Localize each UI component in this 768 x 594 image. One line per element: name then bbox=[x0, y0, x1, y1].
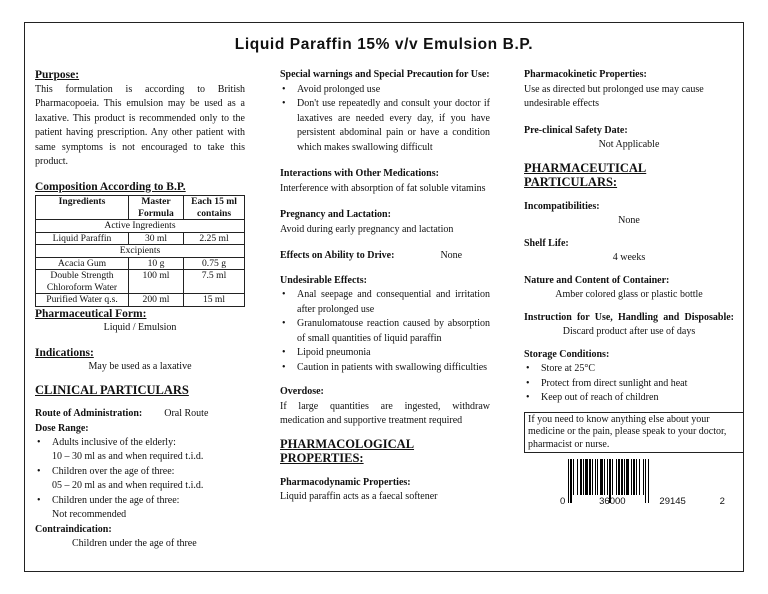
list-item: • Caution in patients with swallowing difficulties bbox=[280, 361, 490, 376]
overdose-heading: Overdose: bbox=[280, 386, 324, 397]
warnings-heading: Special warnings and Special Precaution for Use: bbox=[280, 69, 490, 80]
active-ingredients-label: Active Ingredients bbox=[36, 220, 245, 233]
barcode-digit: 36000 bbox=[599, 496, 626, 507]
dose-value: 05 – 20 ml as and when required t.i.d. bbox=[52, 480, 204, 491]
pd-text: Liquid paraffin acts as a faecal softener bbox=[280, 491, 438, 502]
list-item: • Lipoid pneumonia bbox=[280, 346, 490, 361]
header-ingredients: Ingredients bbox=[36, 196, 129, 220]
table-row bbox=[36, 270, 245, 294]
dose-list bbox=[35, 494, 245, 509]
table-row bbox=[36, 232, 245, 245]
undesirable-list bbox=[280, 288, 490, 375]
warnings-list bbox=[280, 83, 490, 156]
list-item: • Store at 25°C bbox=[524, 362, 734, 377]
list-item: • Protect from direct sunlight and heat bbox=[524, 377, 734, 392]
contra-label: Contraindication: bbox=[35, 523, 112, 535]
barcode bbox=[560, 459, 725, 507]
safety-value: Not Applicable bbox=[598, 139, 660, 150]
cell: 7.5 ml bbox=[184, 270, 245, 294]
clinical-heading: CLINICAL PARTICULARS bbox=[35, 382, 189, 397]
purpose-text: This formulation is according to British Pharmacopoeia. This emulsion may be used as a laxative. This product is recommended only to the patient having prescription. Any other patient with same symptoms is not encouraged to take this product. bbox=[35, 83, 245, 167]
route-value: Oral Route bbox=[164, 408, 209, 419]
dose-label: Dose Range: bbox=[35, 422, 89, 434]
cell: Double Strength Chloroform Water bbox=[36, 270, 129, 294]
interactions-heading: Interactions with Other Medications: bbox=[280, 168, 439, 179]
column-1 bbox=[35, 68, 245, 552]
notice-box: If you need to know anything else about your medicine or the pain, please speak to your doctor, pharmacist or nurse. bbox=[524, 412, 744, 454]
container-value: Amber colored glass or plastic bottle bbox=[555, 289, 703, 300]
container-label: Nature and Content of Container: bbox=[524, 274, 670, 286]
cell: 15 ml bbox=[184, 294, 245, 307]
pd-label: Pharmacodynamic Properties: bbox=[280, 476, 411, 488]
list-item: • Granulomatouse reaction caused by absorption of small quantities of liquid paraffin bbox=[280, 317, 490, 346]
purpose-heading: Purpose: bbox=[35, 69, 80, 81]
shelf-value: 4 weeks bbox=[612, 252, 646, 263]
indications-heading: Indications: bbox=[35, 346, 94, 359]
cell: 2.25 ml bbox=[184, 232, 245, 245]
list-item: • Adults inclusive of the elderly: bbox=[35, 436, 245, 450]
cell: Purified Water q.s. bbox=[36, 294, 129, 307]
composition-heading: Composition According to B.P. bbox=[35, 180, 186, 193]
dose-list bbox=[35, 436, 245, 450]
interactions-text: Interference with absorption of fat soluble vitamins bbox=[280, 182, 486, 194]
incompat-label: Incompatibilities: bbox=[524, 200, 600, 212]
pk-label: Pharmacokinetic Properties: bbox=[524, 69, 647, 80]
route-row bbox=[35, 407, 245, 422]
pharmacological-heading: PHARMACOLOGICAL PROPERTIES: bbox=[280, 436, 415, 465]
header-master-formula: Master Formula bbox=[129, 196, 184, 220]
pharmaceutical-heading: PHARMACEUTICAL PARTICULARS: bbox=[524, 160, 647, 189]
list-item: • Anal seepage and consequential and irritation after prolonged use bbox=[280, 288, 490, 317]
column-2 bbox=[280, 68, 490, 505]
barcode-bars bbox=[568, 459, 712, 499]
instruction-label: Instruction for Use, Handling and Disposable: bbox=[524, 311, 734, 323]
list-item: • Don't use repeatedly and consult your doctor if laxatives are needed every day, if you have persistent abdominal pain or have a condition which makes swallowing difficult bbox=[280, 97, 490, 155]
column-3 bbox=[524, 68, 734, 505]
cell: 0.75 g bbox=[184, 257, 245, 270]
barcode-digit: 2 bbox=[719, 496, 725, 507]
incompat-value: None bbox=[618, 215, 640, 226]
pregnancy-heading: Pregnancy and Lactation: bbox=[280, 209, 391, 220]
cell: 200 ml bbox=[129, 294, 184, 307]
document-title: Liquid Paraffin 15% v/v Emulsion B.P. bbox=[234, 36, 534, 53]
excipients-label: Excipients bbox=[36, 245, 245, 258]
barcode-digit: 29145 bbox=[659, 496, 686, 507]
header-each-15ml: Each 15 ml contains bbox=[184, 196, 245, 220]
dose-value: Not recommended bbox=[52, 509, 127, 520]
driving-value: None bbox=[440, 250, 463, 261]
cell: 30 ml bbox=[129, 232, 184, 245]
list-item: • Keep out of reach of children bbox=[524, 391, 734, 406]
table-row bbox=[36, 294, 245, 307]
storage-label: Storage Conditions: bbox=[524, 348, 610, 360]
table-row bbox=[36, 257, 245, 270]
dose-list bbox=[35, 465, 245, 480]
barcode-digit: 0 bbox=[560, 496, 566, 507]
cell: 100 ml bbox=[129, 270, 184, 294]
composition-table bbox=[35, 195, 245, 307]
safety-label: Pre-clinical Safety Date: bbox=[524, 124, 628, 136]
list-item: • Avoid prolonged use bbox=[280, 83, 490, 98]
driving-heading: Effects on Ability to Drive: bbox=[280, 250, 395, 261]
indications-value: May be used as a laxative bbox=[88, 361, 192, 372]
shelf-label: Shelf Life: bbox=[524, 237, 569, 249]
cell: 10 g bbox=[129, 257, 184, 270]
overdose-text: If large quantities are ingested, withdraw medication and supportive treatment required bbox=[280, 400, 490, 426]
cell: Acacia Gum bbox=[36, 257, 129, 270]
pregnancy-text: Avoid during early pregnancy and lactation bbox=[280, 223, 454, 235]
storage-list bbox=[524, 362, 734, 406]
table-header-row bbox=[36, 196, 245, 220]
contra-value: Children under the age of three bbox=[72, 538, 197, 549]
pk-text: Use as directed but prolonged use may cause undesirable effects bbox=[524, 83, 704, 109]
pharma-form-heading: Pharmaceutical Form: bbox=[35, 307, 147, 320]
driving-row bbox=[280, 249, 490, 264]
undesirable-heading: Undesirable Effects: bbox=[280, 274, 367, 286]
list-item: • Children under the age of three: bbox=[35, 494, 245, 509]
route-label: Route of Administration: bbox=[35, 408, 143, 419]
barcode-digits bbox=[560, 495, 725, 510]
instruction-value: Discard product after use of days bbox=[562, 326, 696, 337]
pharma-form-value: Liquid / Emulsion bbox=[103, 322, 177, 333]
cell: Liquid Paraffin bbox=[36, 232, 129, 245]
list-item: • Children over the age of three: bbox=[35, 465, 245, 480]
dose-value: 10 – 30 ml as and when required t.i.d. bbox=[52, 451, 204, 462]
